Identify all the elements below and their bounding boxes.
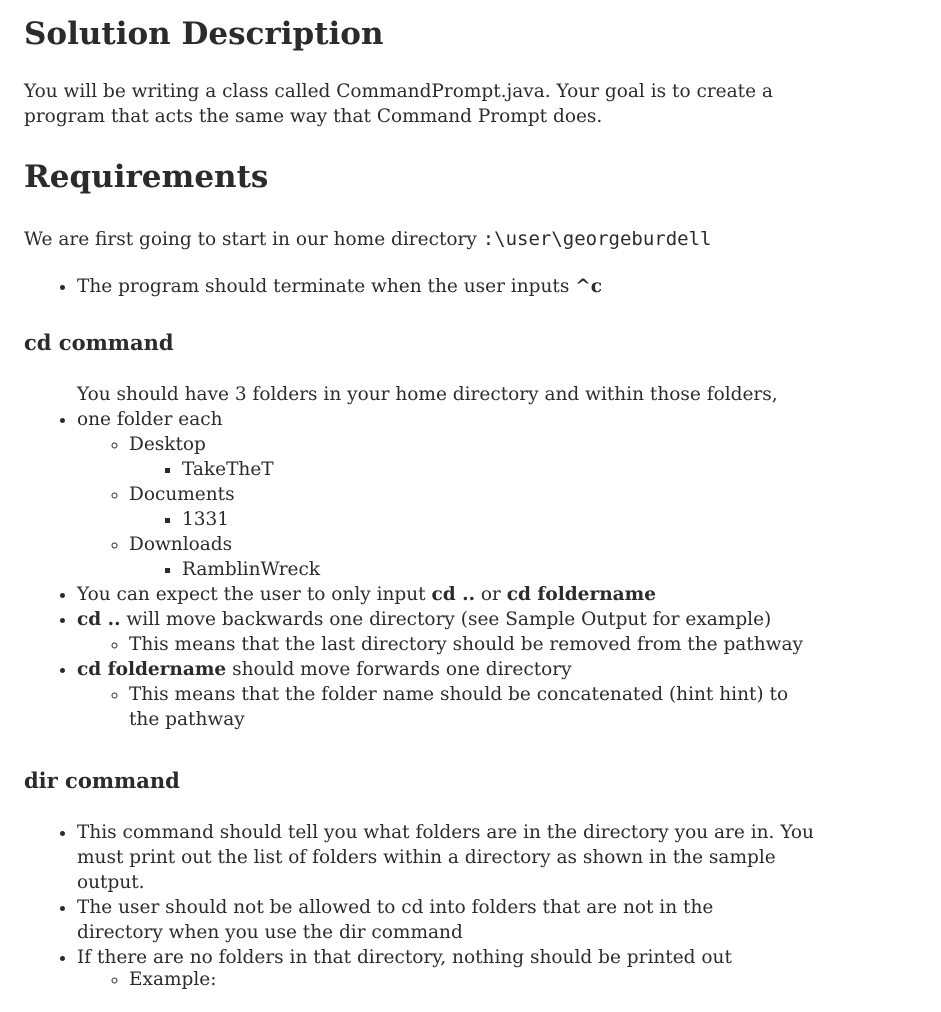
cd-back-detail-list [77, 632, 877, 657]
solution-intro-paragraph: You will be writing a class called CommandPrompt.java. Your goal is to create a program that acts the same way that Command Prompt does. [24, 81, 773, 127]
subfolder-list [129, 507, 877, 532]
list-item-dir-restriction: • The user should not be allowed to cd into folders that are not in the directory when you use the dir command [77, 895, 787, 945]
expect-text: You can expect the user to only input [77, 584, 432, 605]
cd-back-text: will move backwards one directory (see Sample Output for example) [120, 609, 772, 630]
subfolder-list [129, 557, 877, 582]
folder-name: Documents [129, 484, 235, 505]
cd-back-cmd: cd .. [77, 609, 121, 630]
list-item-dir-empty: • If there are no folders in that directory, nothing should be printed out [77, 945, 877, 970]
home-directory-text: We are first going to start in our home directory [24, 229, 483, 250]
subfolder-item: ▪ TakeTheT [182, 457, 877, 482]
example-list [24, 967, 216, 992]
list-item-expect-input [77, 582, 877, 607]
dir-requirements-list [24, 820, 877, 970]
cd-forward-text: should move forwards one directory [226, 659, 572, 680]
list-item-cd-forward [77, 657, 877, 732]
list-item-folders [77, 382, 877, 582]
folder-item-documents [129, 482, 877, 532]
list-item-dir-purpose: • This command should tell you what folders are in the directory you are in. You must print out the list of folders within a directory as shown in the sample output. [77, 820, 822, 895]
folder-item-desktop [129, 432, 877, 482]
cd-forward-detail-list [77, 682, 877, 732]
terminate-list [24, 274, 602, 299]
folder-list [77, 432, 877, 582]
folder-item-downloads [129, 532, 877, 582]
terminate-text: The program should terminate when the user inputs [77, 276, 576, 297]
expect-cmd-back: cd .. [431, 584, 476, 605]
subfolder-item: ▪ RamblinWreck [182, 557, 877, 582]
example-sublist [77, 967, 216, 992]
expect-cmd-forward: cd foldername [506, 584, 656, 605]
cd-requirements-list [24, 382, 877, 732]
folders-intro-text: You should have 3 folders in your home directory and within those folders, one folder each [77, 384, 778, 430]
subfolder-list [129, 457, 877, 482]
solution-description-heading: Solution Description [24, 16, 384, 52]
requirements-heading: Requirements [24, 159, 269, 195]
folder-name: Downloads [129, 534, 233, 555]
expect-or: or [475, 584, 507, 605]
dir-command-heading: dir command [24, 768, 180, 793]
cd-back-detail: ◦ This means that the last directory should be removed from the pathway [129, 632, 877, 657]
cd-command-heading: cd command [24, 330, 174, 355]
list-item-cd-back [77, 607, 877, 657]
folder-name: Desktop [129, 434, 206, 455]
example-container [77, 967, 216, 992]
home-directory-line [24, 227, 712, 252]
cd-forward-detail: ◦ This means that the folder name should be concatenated (hint hint) to the pathway [129, 682, 809, 732]
subfolder-item: ▪ 1331 [182, 507, 877, 532]
home-directory-path: :\user\georgeburdell [482, 228, 712, 250]
list-item-terminate [77, 274, 602, 299]
example-label: ◦ Example: [129, 967, 216, 992]
terminate-key: ^c [575, 276, 602, 297]
cd-forward-cmd: cd foldername [77, 659, 227, 680]
